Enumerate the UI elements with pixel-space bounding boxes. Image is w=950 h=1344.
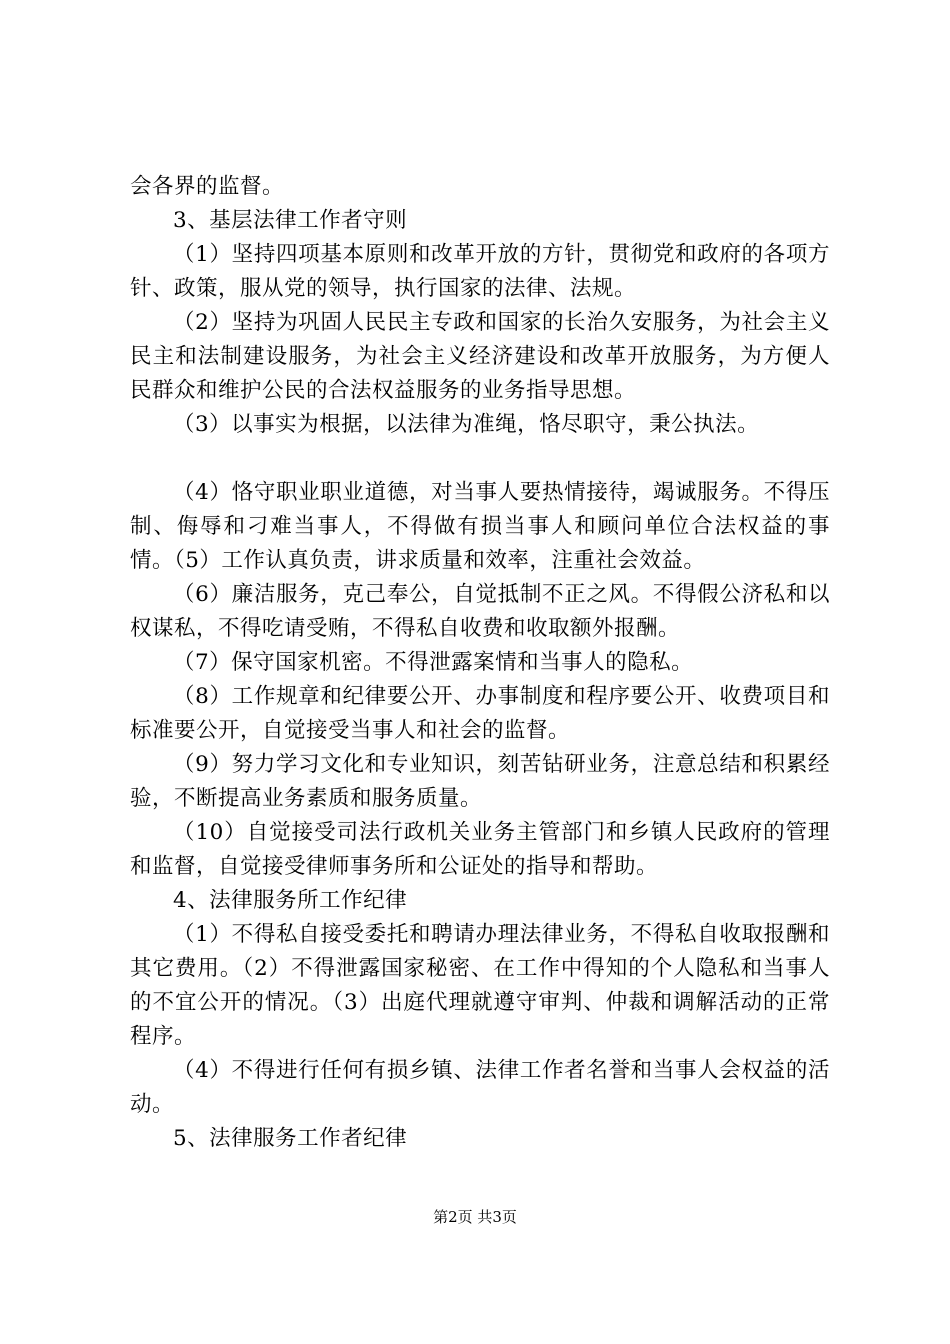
rule-item-6: （6）廉洁服务，克己奉公，自觉抵制不正之风。不得假公济私和以权谋私，不得吃请受贿，不得私自收费和收取额外报酬。: [130, 582, 830, 641]
section-heading-5: 5、法律服务工作者纪律: [173, 1126, 408, 1151]
rule-item-2: （2）坚持为巩固人民民主专政和国家的长治久安服务，为社会主义民主和法制建设服务，为社会主义经济建设和改革开放服务，为方便人民群众和维护公民的合法权益服务的业务指导思想。: [130, 310, 830, 403]
discipline-item-4: （4）不得进行任何有损乡镇、法律工作者名誉和当事人会权益的活动。: [130, 1058, 830, 1117]
rule-item-7: （7）保守国家机密。不得泄露案情和当事人的隐私。: [173, 650, 694, 675]
rule-item-9: （9）努力学习文化和专业知识，刻苦钻研业务，注意总结和积累经验，不断提高业务素质和服务质量。: [130, 752, 830, 811]
rule-item-1: （1）坚持四项基本原则和改革开放的方针，贯彻党和政府的各项方针、政策，服从党的领导，执行国家的法律、法规。: [130, 242, 830, 301]
rule-item-4-5: （4）恪守职业职业道德，对当事人要热情接待，竭诚服务。不得压制、侮辱和刁难当事人，不得做有损当事人和顾问单位合法权益的事情。（5）工作认真负责，讲求质量和效率，注重社会效益。: [130, 480, 830, 573]
document-body: [130, 170, 830, 1156]
rule-item-8: （8）工作规章和纪律要公开、办事制度和程序要公开、收费项目和标准要公开，自觉接受当事人和社会的监督。: [130, 684, 830, 743]
paragraph-continuation: 会各界的监督。: [130, 174, 285, 199]
section-heading-3: 3、基层法律工作者守则: [173, 208, 408, 233]
discipline-item-1-3: （1）不得私自接受委托和聘请办理法律业务，不得私自收取报酬和其它费用。（2）不得泄露国家秘密、在工作中得知的个人隐私和当事人的不宜公开的情况。（3）出庭代理就遵守审判、仲裁和调解活动的正常程序。: [130, 922, 830, 1049]
section-heading-4: 4、法律服务所工作纪律: [173, 888, 408, 913]
page-footer: 第2页 共3页: [433, 1208, 517, 1226]
rule-item-3: （3）以事实为根据，以法律为准绳，恪尽职守，秉公执法。: [173, 412, 760, 437]
rule-item-10: （10）自觉接受司法行政机关业务主管部门和乡镇人民政府的管理和监督，自觉接受律师事务所和公证处的指导和帮助。: [130, 820, 830, 879]
